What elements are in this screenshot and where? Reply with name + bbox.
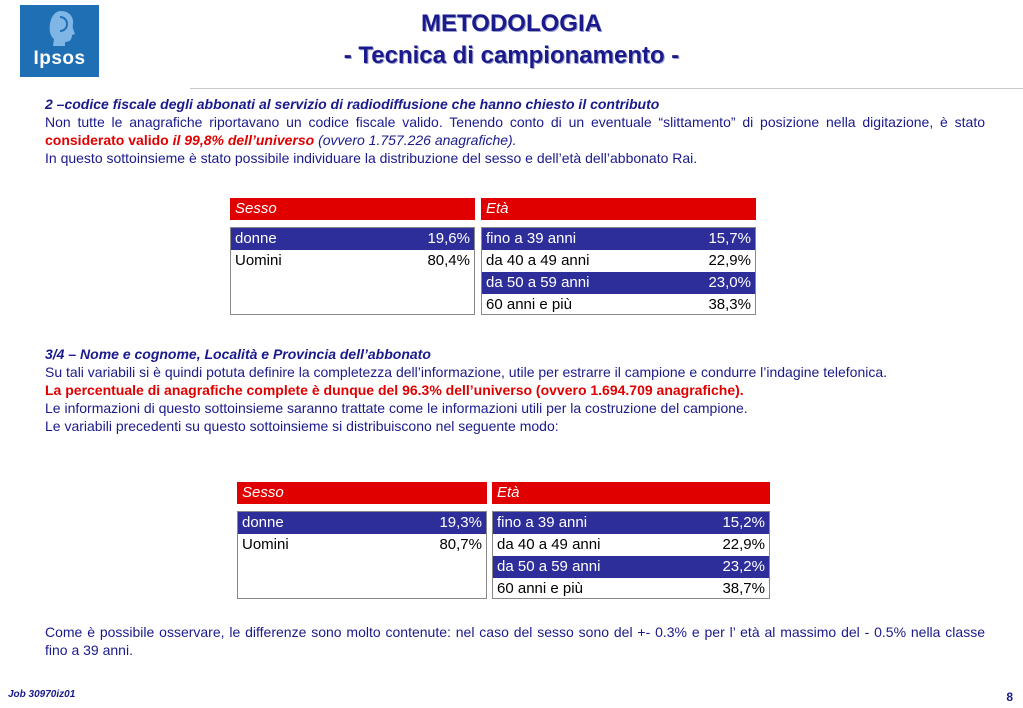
cell-value: 38,7% [722,580,765,597]
conclusion-text: Come è possibile osservare, le differenze sono molto contenute: nel caso del sesso sono del +- 0.3% e per l’ età al massimo del - 0.5% nella classe fino a 39 anni. [45,624,985,658]
cell-label: da 40 a 49 anni [497,536,601,553]
table-row [482,294,755,316]
p1-text-c: il 99,8% dell’universo [168,132,315,148]
cell-value: 19,3% [439,514,482,531]
cell-label: Uomini [242,536,289,553]
page-number: 8 [1006,690,1013,704]
cell-value: 15,7% [708,230,751,247]
cell-label: fino a 39 anni [497,514,588,531]
table1-age-header: Età [481,198,756,220]
table1-sex-header: Sesso [230,198,475,220]
cell-label: da 50 a 59 anni [486,274,590,291]
section2-paragraph3: Le informazioni di questo sottoinsieme saranno trattate come le informazioni utili per la costruzione del campione. [45,400,748,416]
cell-label: 60 anni e più [497,580,583,597]
table2-age-header: Età [492,482,770,504]
table2-sex-header: Sesso [237,482,487,504]
p1-text-a: Non tutte le anagrafiche riportavano un codice fiscale valido. Tenendo conto di un eventuale “slittamento” di posizione nella digitazione, è stato [45,114,985,130]
cell-value: 15,2% [722,514,765,531]
cell-value: 22,9% [708,252,751,269]
table1-age-box [481,227,756,315]
table-row [493,556,769,578]
section1-paragraph2: In questo sottoinsieme è stato possibile individuare la distribuzione del sesso e dell’età dell’abbonato Rai. [45,150,698,166]
logo-brand-text: Ipsos [33,48,86,69]
header-divider [190,88,1023,89]
cell-label: fino a 39 anni [486,230,577,247]
section2-paragraph4: Le variabili precedenti su questo sottoinsieme si distribuiscono nel seguente modo: [45,418,559,434]
cell-label: da 50 a 59 anni [497,558,601,575]
cell-label: 60 anni e più [486,296,572,313]
job-code: Job 30970iz01 [8,689,76,700]
table-row [493,534,769,556]
cell-value: 22,9% [722,536,765,553]
cell-value: 38,3% [708,296,751,313]
p1-text-b: considerato valido [45,132,169,148]
cell-value: 23,0% [708,274,751,291]
table-row [238,534,486,556]
table-row [231,228,474,250]
table-row [482,250,755,272]
table1-sex-box [230,227,475,315]
section2-text [45,345,985,435]
table-row [493,578,769,600]
section1-heading: 2 –codice fiscale degli abbonati al servizio di radiodiffusione che hanno chiesto il contributo [45,96,660,112]
table2-sex-box [237,511,487,599]
cell-label: Uomini [235,252,282,269]
section2-paragraph2: La percentuale di anagrafiche complete è dunque del 96.3% dell’universo (ovvero 1.694.709 anagrafiche). [45,382,744,398]
p1-text-d: (ovvero 1.757.226 anagrafiche). [314,132,517,148]
cell-value: 23,2% [722,558,765,575]
table-row [238,512,486,534]
page-title: METODOLOGIA [421,10,602,37]
cell-label: donne [235,230,277,247]
cell-value: 80,4% [427,252,470,269]
section2-paragraph1: Su tali variabili si è quindi potuta definire la completezza dell’informazione, utile per estrarre il campione e condurre l’indagine telefonica. [45,364,888,380]
section1-paragraph1 [45,113,985,149]
page-subtitle: - Tecnica di campionamento - [343,42,680,69]
cell-value: 19,6% [427,230,470,247]
head-profile-icon [47,9,77,47]
table-row [482,272,755,294]
section1-text [45,95,985,167]
section2-heading: 3/4 – Nome e cognome, Località e Provincia dell’abbonato [45,346,431,362]
table2-age-box [492,511,770,599]
table-row [231,250,474,272]
table-row [482,228,755,250]
cell-label: da 40 a 49 anni [486,252,590,269]
ipsos-logo [20,5,99,77]
cell-label: donne [242,514,284,531]
table-row [493,512,769,534]
cell-value: 80,7% [439,536,482,553]
